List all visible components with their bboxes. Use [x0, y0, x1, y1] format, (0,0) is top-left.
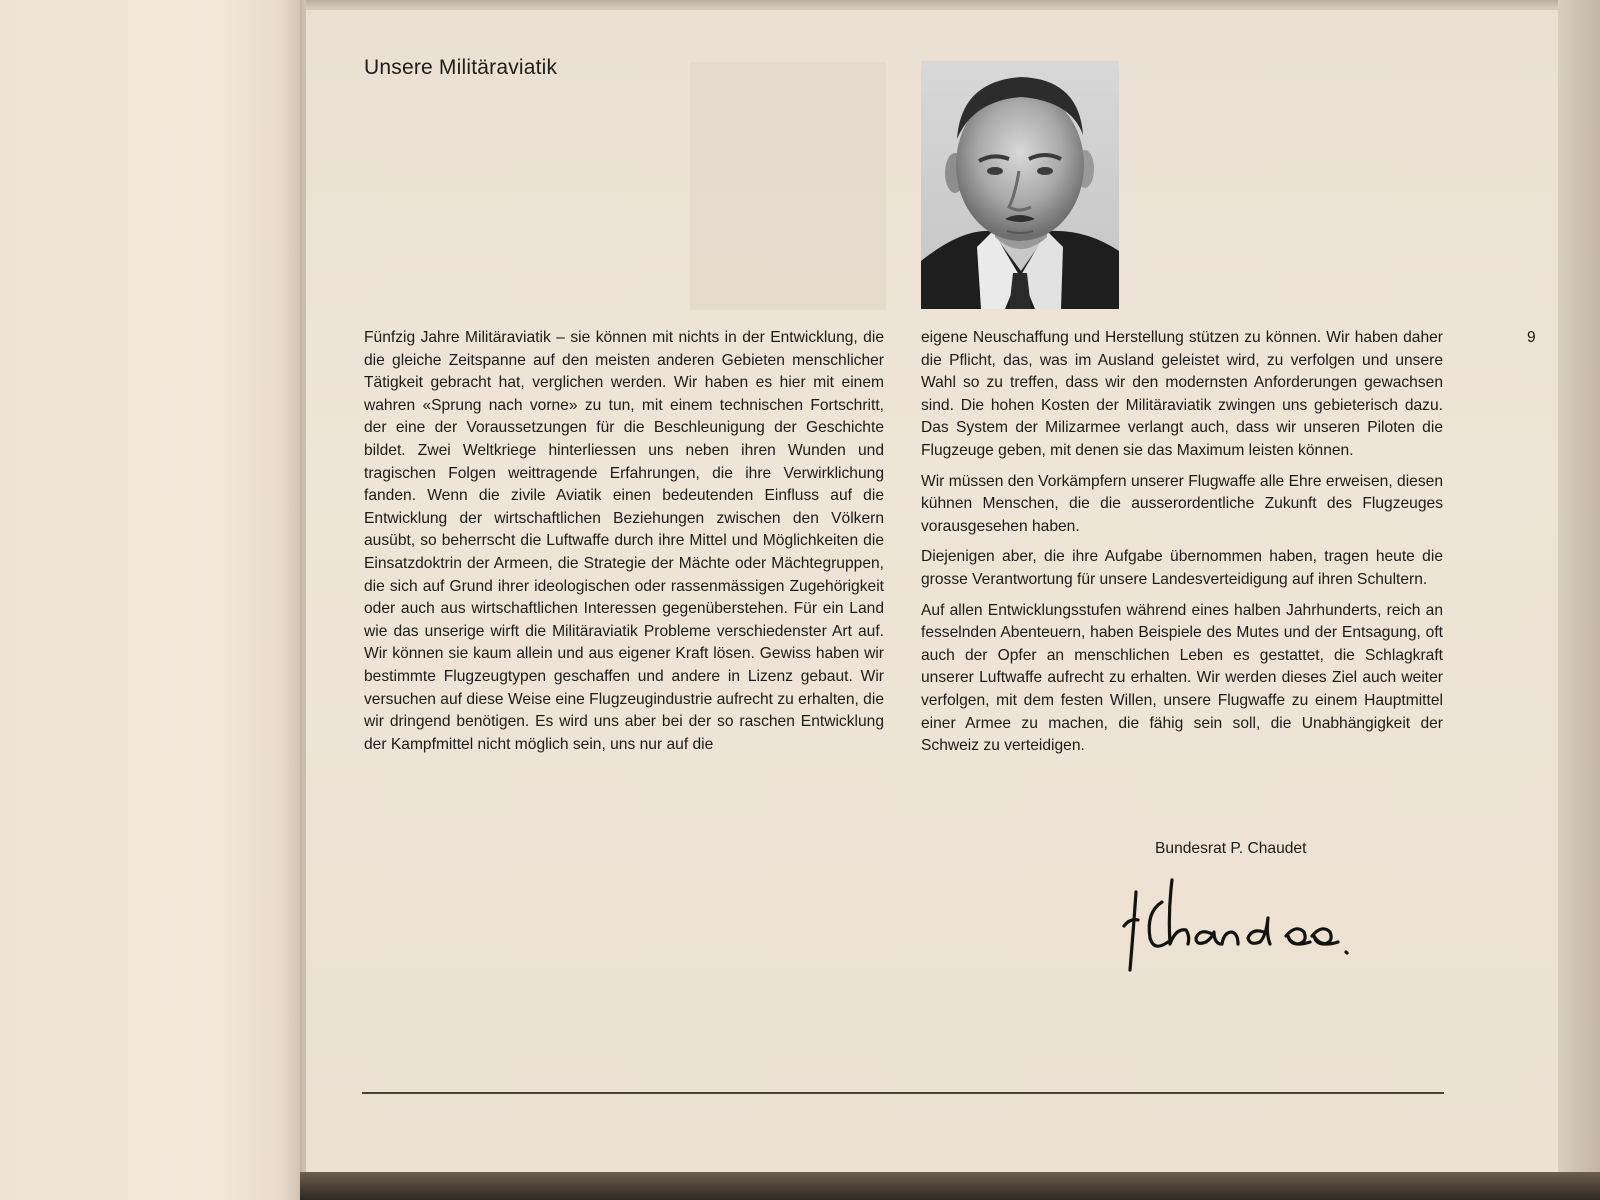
page-title: Unsere Militäraviatik [364, 56, 558, 79]
text-column-right [921, 327, 1443, 766]
page-number: 9 [1527, 329, 1536, 346]
paragraph: Diejenigen aber, die ihre Aufgabe übernommen haben, tragen heute die grosse Verantwortung für unsere Landesverteidigung auf ihren Schultern. [921, 548, 1443, 588]
page-edge-right [1558, 0, 1600, 1200]
signatory-name: Bundesrat P. Chaudet [1155, 840, 1307, 857]
footer-rule [362, 1092, 1444, 1094]
page-top-edge [306, 0, 1558, 10]
text-column-left [364, 327, 884, 764]
paragraph: Auf allen Entwicklungsstufen während eines halben Jahrhunderts, reich an fesselnden Abenteuern, haben Beispiele des Mutes und der Entsagung, oft auch der Opfer an menschlichen Leben es gestattet, die Schlagkraft unserer Luftwaffe aufrecht zu erhalten. Wir werden dieses Ziel auch weiter verfolgen, mit dem festen Willen, unsere Flugwaffe zu einem Hauptmittel einer Armee zu machen, die fähig sein soll, die Unabhängigkeit der Schweiz zu verteidigen. [921, 601, 1443, 755]
portrait-illustration [921, 61, 1119, 309]
paragraph: Fünfzig Jahre Militäraviatik – sie können mit nichts in der Entwicklung, die die gleiche Zeitspanne auf den meisten anderen Gebieten menschlicher Tätigkeit gebracht hat, verglichen werden. Wir haben es hier mit einem wahren «Sprung nach vorne» zu tun, mit einem technischen Fortschritt, der eine der Voraussetzungen für die Beschleunigung der Geschichte bildet. Zwei Weltkriege hinterliessen uns neben ihren Wunden und tragischen Folgen weittragende Erfahrungen, die ihre Verwirklichung fanden. Wenn die zivile Aviatik einen bedeutenden Einfluss auf die Entwicklung der wirtschaftlichen Beziehungen zwischen den Völkern ausübt, so beherrscht die Luftwaffe durch ihre Mittel und Möglichkeiten die Einsatzdoktrin der Armeen, die Strategie der Mächte oder Mächtegruppen, die sich auf Grund ihrer ideologischen oder rassenmässigen Zugehörigkeit oder auch aus wirtschaftlichen Interessen gegenüberstehen. Für ein Land wie das unserige wirft die Militäraviatik Probleme verschiedenster Art auf. Wir können sie kaum allein und aus eigener Kraft lösen. Gewiss haben wir bestimmte Flugzeugtypen geschaffen und andere in Lizenz gebaut. Wir versuchen auf diese Weise eine Flugzeugindustrie aufrecht zu erhalten, die wir dringend benötigen. Es wird uns aber bei der so raschen Entwicklung der Kampfmittel nicht möglich sein, uns nur auf die [364, 329, 884, 753]
handwritten-signature [1116, 872, 1376, 982]
left-page-blank [0, 0, 304, 1200]
page-edge-bottom [300, 1172, 1600, 1200]
show-through-block [690, 62, 886, 310]
paragraph: eigene Neuschaffung und Herstellung stützen zu können. Wir haben daher die Pflicht, das, was im Ausland geleistet wird, zu verfolgen und unsere Wahl so zu treffen, dass wir den modernsten Anforderungen gewachsen sind. Die hohen Kosten der Militäraviatik zwingen uns gebieterisch dazu. Das System der Milizarmee verlangt auch, dass wir unseren Piloten die Flugzeuge geben, mit denen sie das Maximum leisten können. [921, 329, 1443, 459]
portrait-photo [921, 61, 1119, 309]
paragraph: Wir müssen den Vorkämpfern unserer Flugwaffe alle Ehre erweisen, diesen kühnen Menschen, die die ausserordentliche Zukunft des Flugzeuges vorausgesehen haben. [921, 472, 1443, 535]
